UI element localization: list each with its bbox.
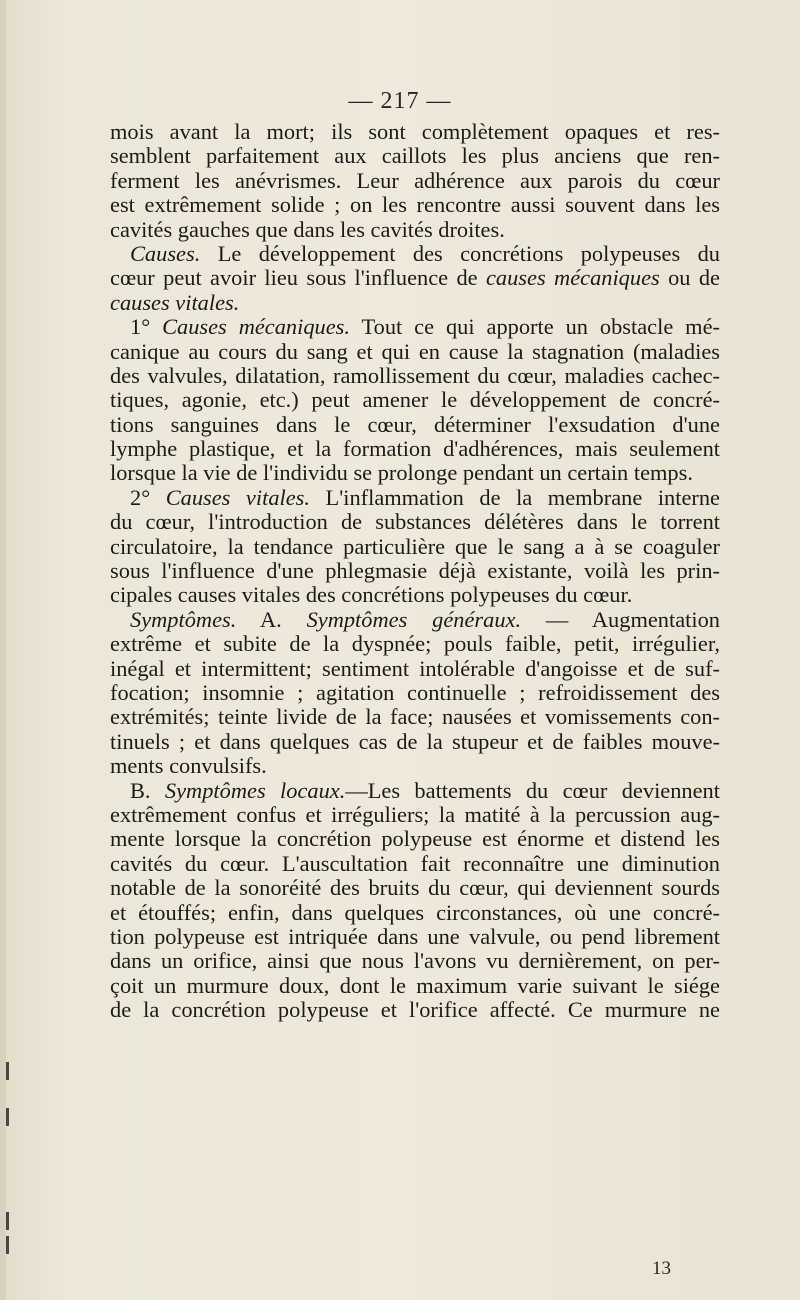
text-line xyxy=(110,364,720,388)
italic-text: causes vitales. xyxy=(110,290,240,315)
text-line xyxy=(110,827,720,851)
text-segment: semblent parfaitement aux caillots les plus anciens que ren- xyxy=(110,144,720,169)
text-line xyxy=(110,461,720,485)
text-line xyxy=(110,925,720,949)
italic-text: Causes mécaniques. xyxy=(162,315,350,340)
text-segment: ments convulsifs. xyxy=(110,754,267,779)
text-segment: notable de la sonoréité des bruits du cœur, qui deviennent sourds xyxy=(110,876,720,901)
text-segment: cipales causes vitales des concrétions polypeuses du cœur. xyxy=(110,583,633,608)
text-line xyxy=(110,608,720,632)
text-segment: canique au cours du sang et qui en cause la stagnation (maladies xyxy=(110,339,720,364)
text-segment: lorsque la vie de l'individu se prolonge pendant un certain temps. xyxy=(110,461,693,486)
text-segment: —Les battements du cœur deviennent xyxy=(345,778,720,803)
text-line xyxy=(110,779,720,803)
page-header: — 217 — xyxy=(348,88,452,114)
text-segment: cavités du cœur. L'auscultation fait reconnaître une diminution xyxy=(110,851,720,876)
text-segment: mente lorsque la concrétion polypeuse est énorme et distend les xyxy=(110,827,720,852)
text-line xyxy=(110,974,720,998)
text-segment: de la concrétion polypeuse et l'orifice affecté. Ce murmure ne xyxy=(110,998,720,1023)
text-segment: B. xyxy=(130,778,165,803)
text-line xyxy=(110,583,720,607)
text-segment: Le développement des concrétions polypeuses du xyxy=(200,241,720,266)
text-line xyxy=(110,559,720,583)
text-line xyxy=(110,413,720,437)
margin-mark xyxy=(6,1236,9,1254)
text-segment: tion polypeuse est intriquée dans une valvule, ou pend librement xyxy=(110,924,720,949)
text-line xyxy=(110,754,720,778)
text-segment: du cœur, l'introduction de substances délétères dans le torrent xyxy=(110,510,720,535)
text-segment: cavités gauches que dans les cavités droites. xyxy=(110,217,505,242)
italic-text: Symptômes généraux. xyxy=(306,607,522,632)
margin-mark xyxy=(6,1062,9,1080)
text-segment: tions sanguines dans le cœur, déterminer l'exsudation d'une xyxy=(110,412,720,437)
text-segment: mois avant la mort; ils sont complètement opaques et res- xyxy=(110,120,720,144)
text-segment: 2° xyxy=(130,485,166,510)
text-segment: dans un orifice, ainsi que nous l'avons vu dernièrement, on per- xyxy=(110,949,720,974)
text-segment: lymphe plastique, et la formation d'adhérences, mais seulement xyxy=(110,437,720,462)
text-line xyxy=(110,340,720,364)
signature-mark: 13 xyxy=(652,1258,671,1279)
text-segment: extrême et subite de la dyspnée; pouls faible, petit, irrégulier, xyxy=(110,632,720,657)
text-segment: inégal et intermittent; sentiment intolérable d'angoisse et de suf- xyxy=(110,656,720,681)
text-line xyxy=(110,510,720,534)
margin-mark xyxy=(6,1108,9,1126)
text-segment: ou de xyxy=(659,266,720,291)
text-line xyxy=(110,144,720,168)
text-line xyxy=(110,901,720,925)
text-line xyxy=(110,486,720,510)
text-line xyxy=(110,120,720,144)
italic-text: Symptômes. xyxy=(130,607,237,632)
text-line xyxy=(110,315,720,339)
text-segment: L'inflammation de la membrane interne xyxy=(309,485,720,510)
text-line xyxy=(110,388,720,412)
text-line xyxy=(110,681,720,705)
text-line xyxy=(110,193,720,217)
text-line xyxy=(110,705,720,729)
text-line xyxy=(110,730,720,754)
text-segment: extrémités; teinte livide de la face; nausées et vomissements con- xyxy=(110,705,720,730)
text-segment: circulatoire, la tendance particulière que le sang a à se coaguler xyxy=(110,534,720,559)
text-segment: des valvules, dilatation, ramollissement du cœur, maladies cachec- xyxy=(110,363,720,388)
page-body-text xyxy=(110,120,720,1022)
text-line xyxy=(110,266,720,290)
text-segment: cœur peut avoir lieu sous l'influence de xyxy=(110,266,486,291)
text-segment: A. xyxy=(236,607,307,632)
text-segment: focation; insomnie ; agitation continuelle ; refroidissement des xyxy=(110,680,720,705)
text-segment: tiques, agonie, etc.) peut amener le développement de concré- xyxy=(110,388,720,413)
italic-text: Causes vitales. xyxy=(165,485,310,510)
page-gutter xyxy=(0,0,6,1300)
italic-text: Causes. xyxy=(130,241,201,266)
text-line xyxy=(110,169,720,193)
text-segment: est extrêmement solide ; on les rencontre aussi souvent dans les xyxy=(110,193,720,218)
text-line xyxy=(110,657,720,681)
italic-text: causes mécaniques xyxy=(485,266,660,291)
text-line xyxy=(110,242,720,266)
text-segment: — Augmentation xyxy=(521,607,720,632)
text-line xyxy=(110,535,720,559)
text-line xyxy=(110,949,720,973)
text-segment: Tout ce qui apporte un obstacle mé- xyxy=(350,315,720,340)
text-line xyxy=(110,437,720,461)
text-segment: extrêmement confus et irréguliers; la matité à la percussion aug- xyxy=(110,802,720,827)
text-segment: tinuels ; et dans quelques cas de la stupeur et de faibles mouve- xyxy=(110,729,720,754)
text-line xyxy=(110,632,720,656)
text-segment: sous l'influence d'une phlegmasie déjà existante, voilà les prin- xyxy=(110,559,720,584)
text-line xyxy=(110,291,720,315)
text-line xyxy=(110,803,720,827)
text-segment: 1° xyxy=(130,315,163,340)
text-segment: ferment les anévrismes. Leur adhérence aux parois du cœur xyxy=(110,168,720,193)
text-segment: et étouffés; enfin, dans quelques circonstances, où une concré- xyxy=(110,900,720,925)
text-line xyxy=(110,876,720,900)
italic-text: Symptômes locaux. xyxy=(164,778,346,803)
text-segment: çoit un murmure doux, dont le maximum varie suivant le siége xyxy=(110,973,720,998)
text-line xyxy=(110,218,720,242)
margin-mark xyxy=(6,1212,9,1230)
text-line xyxy=(110,998,720,1022)
text-line xyxy=(110,852,720,876)
